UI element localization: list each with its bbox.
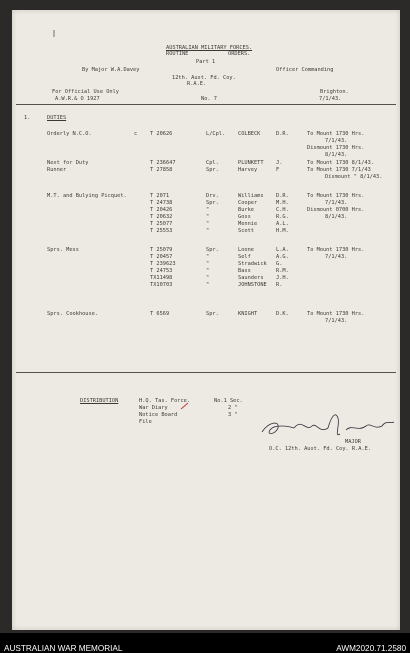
duty-remark: 8/1/43. bbox=[325, 214, 348, 220]
section-title: DUTIES bbox=[47, 115, 67, 121]
duty-remark: 7/1/43. bbox=[325, 318, 348, 324]
order-date: 7/1/43. bbox=[319, 96, 342, 102]
reference: A.W.R.& O 1927 bbox=[55, 96, 100, 102]
duty-name: Stradwick bbox=[238, 261, 267, 267]
duty-rank: " bbox=[206, 254, 210, 260]
duty-init: H.M. bbox=[276, 228, 289, 234]
duty-no: TX11498 bbox=[150, 275, 173, 281]
duty-duty: Sprs. Cookhouse. bbox=[47, 311, 99, 317]
duty-duty: Sprs. Mess bbox=[47, 247, 79, 253]
place: Brighton. bbox=[320, 89, 349, 95]
distribution-recipient: File bbox=[139, 419, 152, 425]
orders-label: ORDERS. bbox=[228, 51, 251, 57]
duty-init: A.G. bbox=[276, 254, 289, 260]
duty-duty: Next for Duty bbox=[47, 160, 89, 166]
unit-sub: R.A.E. bbox=[187, 81, 207, 87]
duty-duty: Runner bbox=[47, 167, 67, 173]
duty-remark: 7/1/43. bbox=[325, 200, 348, 206]
duty-remark: To Mount 1730 8/1/43. bbox=[307, 160, 374, 166]
duty-rank: L/Cpl. bbox=[206, 131, 226, 137]
duty-name: Burke bbox=[238, 207, 254, 213]
duty-no: T 25077 bbox=[150, 221, 173, 227]
duty-no: T 20426 bbox=[150, 207, 173, 213]
duty-rank: " bbox=[206, 275, 210, 281]
duty-rank: Cpl. bbox=[206, 160, 219, 166]
duty-duty: M.T. and Bulying Picquet. bbox=[47, 193, 127, 199]
duty-no: T 20626 bbox=[150, 131, 173, 137]
duty-init: J. bbox=[276, 160, 283, 166]
duty-name: Mennie bbox=[238, 221, 258, 227]
duty-init: A.L. bbox=[276, 221, 289, 227]
unit-name: 12th. Aust. Fd. Coy. bbox=[172, 75, 236, 81]
duty-remark: To Mount 1730 Hrs. bbox=[307, 193, 365, 199]
duty-init: D.R. bbox=[276, 131, 289, 137]
duty-no: T 236647 bbox=[150, 160, 176, 166]
order-number: No. 7 bbox=[201, 96, 217, 102]
duty-rank: Spr. bbox=[206, 247, 219, 253]
duty-init: R. bbox=[276, 282, 283, 288]
duty-name: Harvey bbox=[238, 167, 258, 173]
duty-remark: To Mount 1730 Hrs. bbox=[307, 131, 365, 137]
duty-name: COLBECK bbox=[238, 131, 261, 137]
distribution-copy: 3 " bbox=[228, 412, 238, 418]
duty-remark: To Mount 1730 Hrs. bbox=[307, 247, 365, 253]
duty-remark: To Mount 1730 Hrs. bbox=[307, 311, 365, 317]
duty-name: PLUNKETT bbox=[238, 160, 264, 166]
distribution-recipient: H.Q. Tas. Force. bbox=[139, 398, 191, 404]
duty-init: M.H. bbox=[276, 200, 289, 206]
signature-unit: O.C. 12th. Aust. Fd. Coy. R.A.E. bbox=[269, 446, 372, 452]
duty-name: Williams bbox=[238, 193, 264, 199]
duty-init: R.G. bbox=[276, 214, 289, 220]
distribution-copy: 2 " bbox=[228, 405, 238, 411]
duty-name: Goss bbox=[238, 214, 251, 220]
ink-mark bbox=[52, 30, 56, 38]
duty-no: T 2071 bbox=[150, 193, 170, 199]
duty-init: R.M. bbox=[276, 268, 289, 274]
duty-rank: Drv. bbox=[206, 193, 219, 199]
duty-no: T 6569 bbox=[150, 311, 170, 317]
duty-no: T 25079 bbox=[150, 247, 173, 253]
duty-no: T 24753 bbox=[150, 268, 173, 274]
duty-remark: 8/1/43. bbox=[325, 152, 348, 158]
duty-name: Bass bbox=[238, 268, 251, 274]
duty-rank: " bbox=[206, 207, 210, 213]
handwritten-signature bbox=[258, 408, 398, 442]
duty-name: Loone bbox=[238, 247, 254, 253]
duty-remark: Dismount " 8/1/43. bbox=[325, 174, 383, 180]
duty-init: G. bbox=[276, 261, 283, 267]
duty-name: Self bbox=[238, 254, 251, 260]
duty-remark: Dismount 1730 Hrs. bbox=[307, 145, 365, 151]
duty-rank: Spr. bbox=[206, 200, 219, 206]
duty-no: T 239623 bbox=[150, 261, 176, 267]
duty-rank: " bbox=[206, 228, 210, 234]
distribution-recipient: War Diary bbox=[139, 405, 168, 411]
red-tick-mark bbox=[180, 402, 190, 410]
duty-remark: 7/1/43. bbox=[325, 138, 348, 144]
duty-rank: " bbox=[206, 268, 210, 274]
signature-rank: MAJOR bbox=[345, 439, 361, 445]
footer-accession: AWM2020.71.2580 bbox=[336, 644, 406, 653]
duty-name: Cooper bbox=[238, 200, 258, 206]
duty-name: Scott bbox=[238, 228, 254, 234]
duty-rank: " bbox=[206, 214, 210, 220]
duty-name: Saunders bbox=[238, 275, 264, 281]
duty-no: TX10703 bbox=[150, 282, 173, 288]
duty-init: F bbox=[276, 167, 280, 173]
duty-init: J.H. bbox=[276, 275, 289, 281]
issued-by: By Major W.A.Davey bbox=[82, 67, 140, 73]
header-rule bbox=[16, 104, 396, 105]
duty-rank: " bbox=[206, 282, 210, 288]
duty-no: T 20457 bbox=[150, 254, 173, 260]
official-use: For Official Use Only bbox=[52, 89, 119, 95]
routine-label: ROUTINE bbox=[166, 51, 189, 57]
officer-commanding: Officer Commanding bbox=[276, 67, 334, 73]
duty-init: D.K. bbox=[276, 311, 289, 317]
duty-remark: 7/1/43. bbox=[325, 254, 348, 260]
duty-no: T 27858 bbox=[150, 167, 173, 173]
duty-init: D.R. bbox=[276, 193, 289, 199]
duty-name: JOHNSTONE bbox=[238, 282, 267, 288]
distribution-recipient: Notice Board bbox=[139, 412, 178, 418]
duty-tick: c bbox=[134, 131, 138, 137]
duty-duty: Orderly N.C.O. bbox=[47, 131, 92, 137]
duty-rank: " bbox=[206, 261, 210, 267]
part-label: Part 1 bbox=[196, 59, 216, 65]
duty-name: KNIGHT bbox=[238, 311, 258, 317]
footer-source: AUSTRALIAN WAR MEMORIAL bbox=[4, 644, 123, 653]
duty-init: C.H. bbox=[276, 207, 289, 213]
duty-no: T 20632 bbox=[150, 214, 173, 220]
document-title: AUSTRALIAN MILITARY FORCES. bbox=[166, 45, 253, 51]
duty-no: T 25553 bbox=[150, 228, 173, 234]
duty-init: L.A. bbox=[276, 247, 289, 253]
duty-remark: Dismount 0700 Hrs. bbox=[307, 207, 365, 213]
duty-rank: Spr. bbox=[206, 311, 219, 317]
duty-remark: To Mount 1730 7/1/43 bbox=[307, 167, 371, 173]
body-rule bbox=[16, 372, 396, 373]
section-number: 1. bbox=[24, 115, 31, 121]
distribution-label: DISTRIBUTION bbox=[80, 398, 119, 404]
duty-no: T 24738 bbox=[150, 200, 173, 206]
distribution-copy: No.1 Sec. bbox=[214, 398, 243, 404]
duty-rank: " bbox=[206, 221, 210, 227]
duty-rank: Spr. bbox=[206, 167, 219, 173]
